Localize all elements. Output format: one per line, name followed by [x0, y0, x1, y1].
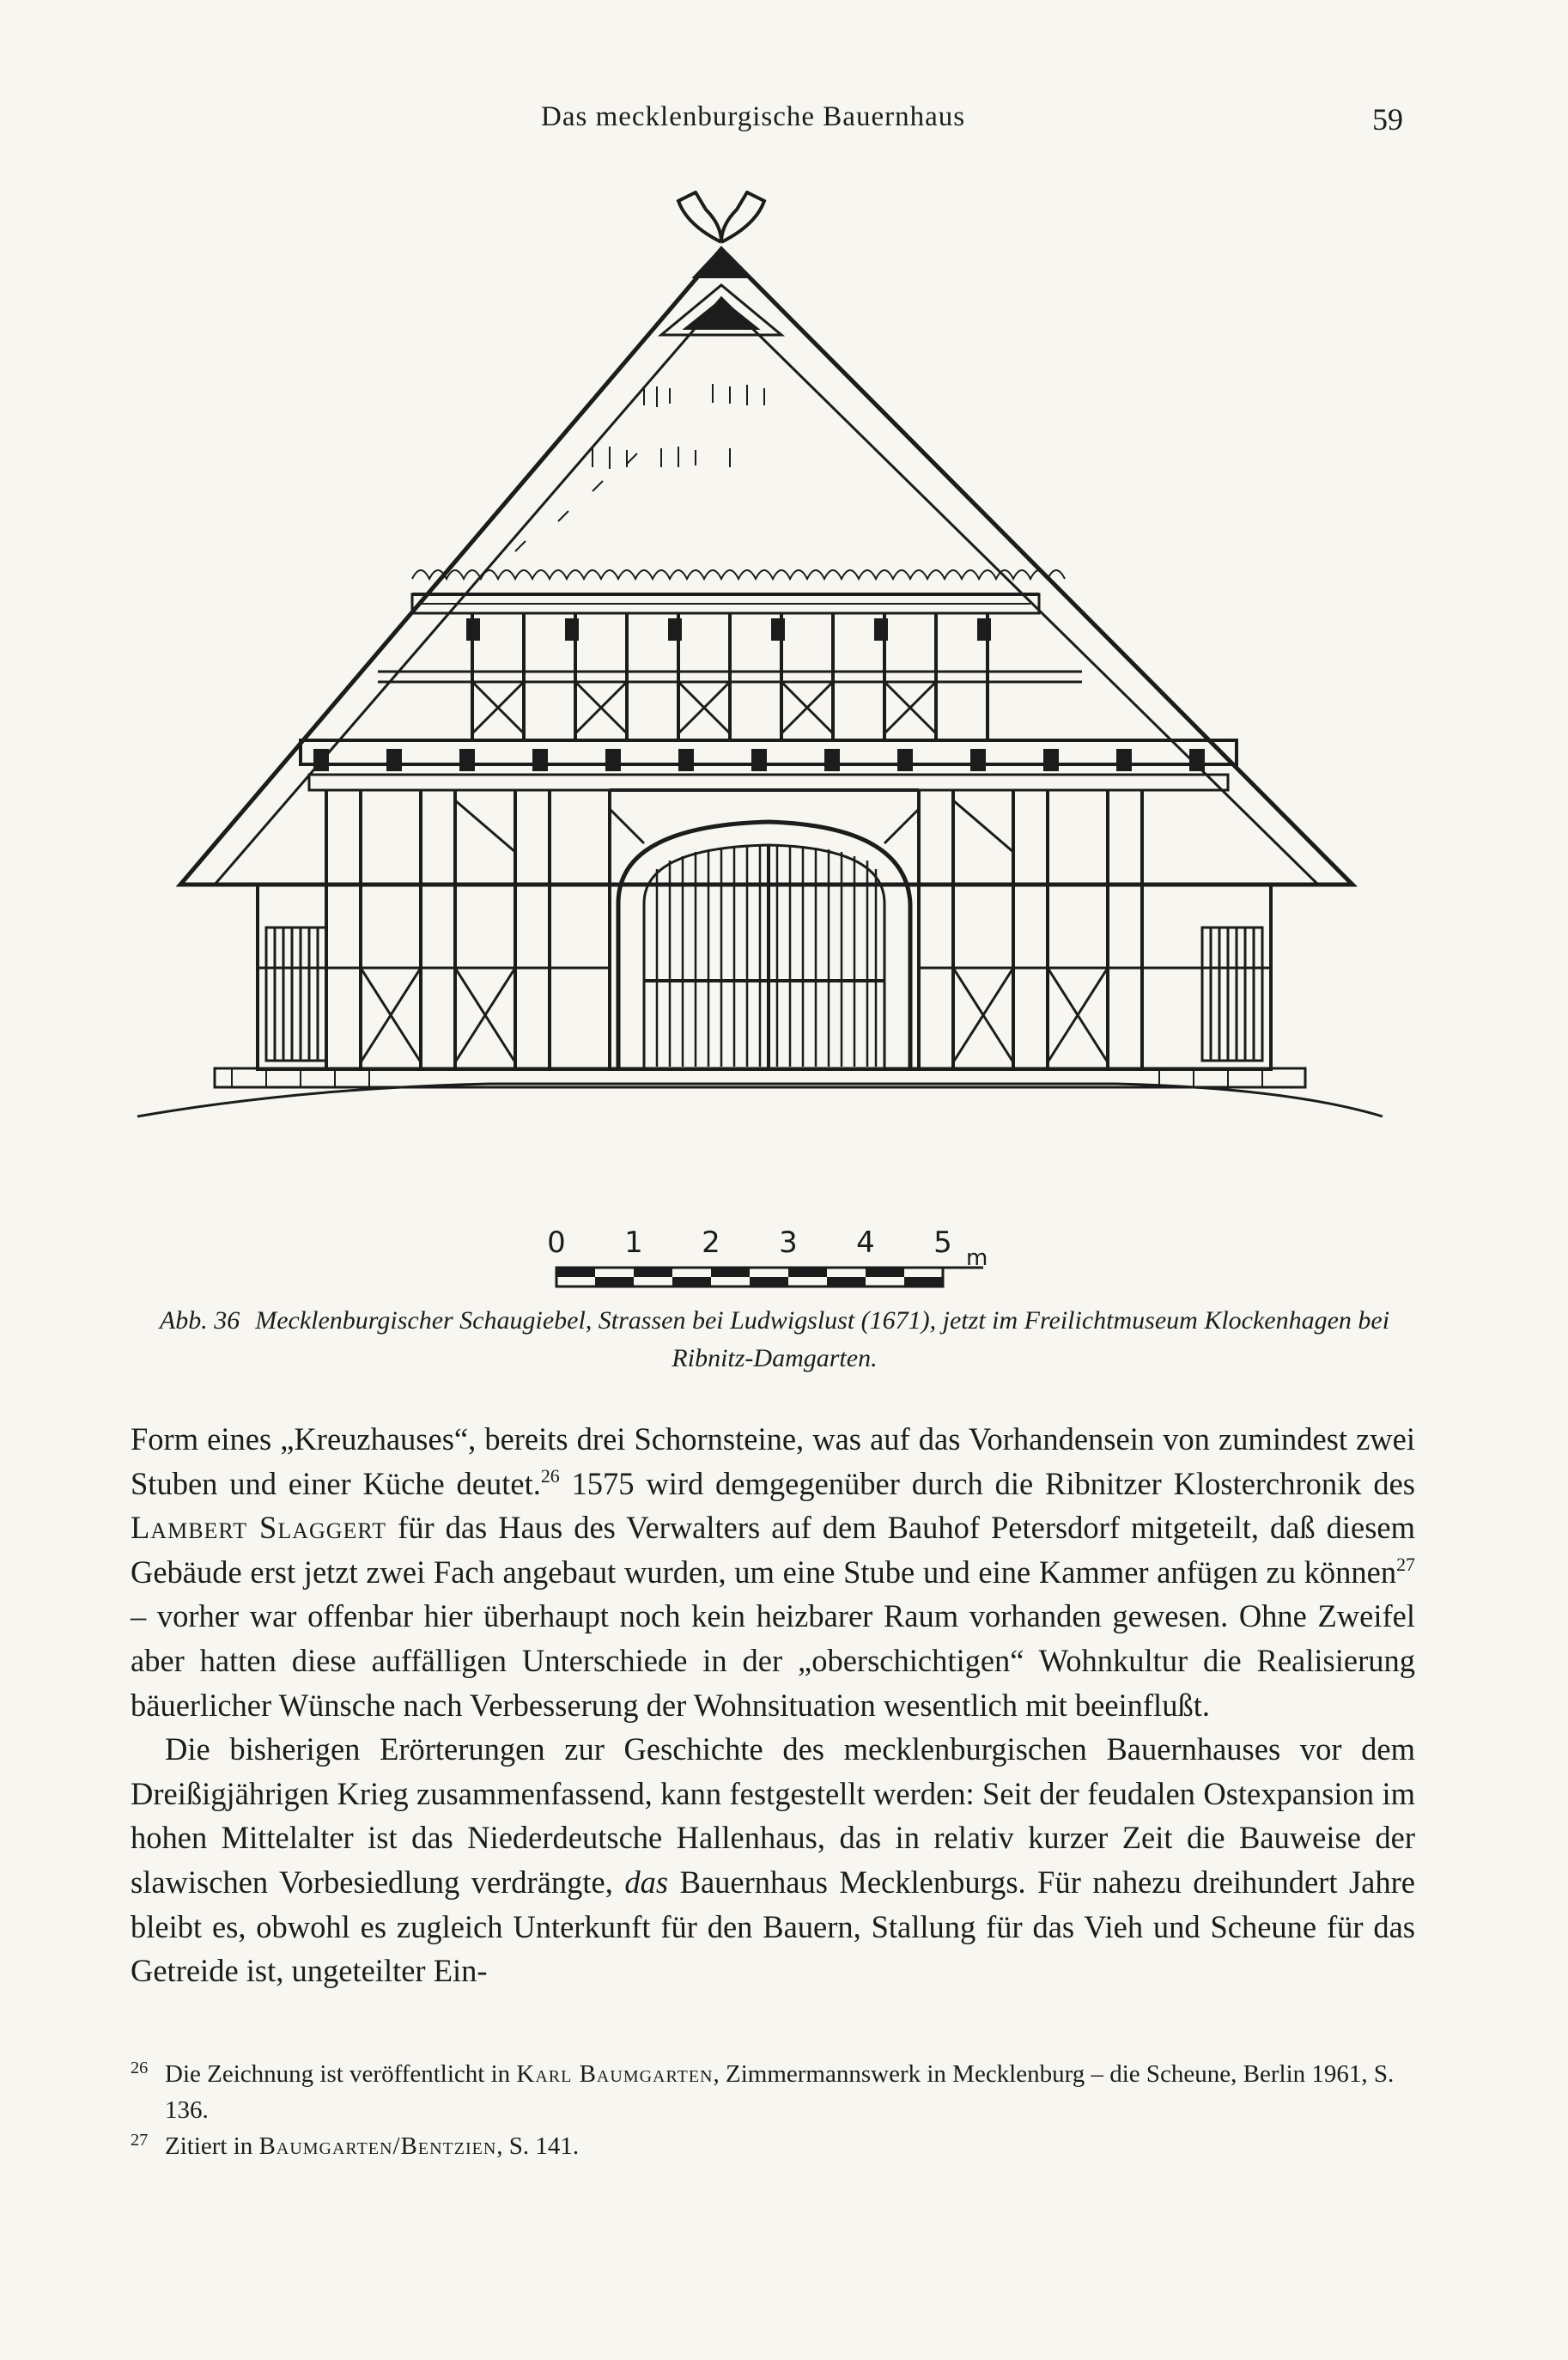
footnote-text: Die Zeichnung ist veröffentlicht in Karl Baumgarten, Zimmermannswerk in Mecklenburg – die Scheune, Berlin 1961, S. 136. — [165, 2060, 1395, 2124]
emphasis: das — [624, 1864, 669, 1900]
scale-label-0: 0 — [547, 1226, 566, 1260]
scale-bar — [515, 1218, 1030, 1299]
scale-unit: m — [966, 1245, 988, 1271]
footnotes — [131, 2056, 1419, 2164]
author-name: Baumgarten/Bentzien — [258, 2132, 497, 2160]
running-head: Das mecklenburgische Bauernhaus — [541, 101, 966, 132]
caption-text: Mecklenburgischer Schaugiebel, Strassen bei Ludwigslust (1671), jetzt im Freilichtmuseum Klockenhagen bei Ribnitz-Damgarten. — [255, 1306, 1390, 1372]
footnote-ref-27[interactable]: 27 — [1396, 1553, 1415, 1575]
person-name: Lambert Slaggert — [131, 1510, 387, 1546]
paragraph-1-text-d: – vorher war offenbar hier überhaupt noch kein heizbarer Raum vorhanden gewesen. Ohne Zweifel aber hatten diese auffälligen Unterschiede in der „oberschichtigen“ Wohnkultur die Realisierung bäuerlicher Wünsche nach Verbesserung der Wohnsituation wesentlich mit beeinflußt. — [131, 1598, 1415, 1723]
paragraph-1-text-b: 1575 wird demgegenüber durch die Ribnitzer Klosterchronik des — [559, 1465, 1416, 1501]
footnote-27 — [131, 2128, 1419, 2164]
scale-bar-icon — [515, 1218, 1030, 1299]
gable-drawing — [129, 191, 1417, 1135]
scale-label-3: 3 — [779, 1226, 798, 1260]
footnote-number: 26 — [131, 2059, 149, 2077]
scale-label-2: 2 — [702, 1226, 720, 1260]
footnote-ref-26[interactable]: 26 — [540, 1464, 560, 1487]
figure-label: Abb. 36 — [159, 1306, 240, 1335]
body-text — [131, 1417, 1415, 1993]
paragraph-2-text-b: Bauernhaus Mecklenburgs. Für nahezu dreihundert Jahre bleibt es, obwohl es zugleich Unterkunft für den Bauern, Stallung für das Vieh und Scheune für das Getreide ist, ungeteilter Ein- — [131, 1864, 1415, 1989]
scale-label-4: 4 — [856, 1226, 875, 1260]
scale-label-5: 5 — [933, 1226, 952, 1260]
footnote-number: 27 — [131, 2131, 149, 2150]
author-name: Karl Baumgarten — [516, 2060, 714, 2088]
paragraph-1 — [131, 1417, 1415, 1727]
scale-label-1: 1 — [624, 1226, 643, 1260]
footnote-26 — [131, 2056, 1419, 2128]
paragraph-1-text-a: Form eines „Kreuzhauses“, bereits drei Schornsteine, was auf das Vorhandensein von zumindest zwei Stuben und einer Küche deutet. — [131, 1421, 1415, 1501]
page-number: 59 — [1372, 102, 1403, 137]
half-timbered-gable-drawing-icon — [129, 191, 1417, 1135]
paragraph-2 — [131, 1727, 1415, 1993]
figure-caption — [131, 1302, 1419, 1378]
paragraph-1-text-c: für das Haus des Verwalters auf dem Bauhof Petersdorf mitgeteilt, daß diesem Gebäude erst jetzt zwei Fach angebaut wurden, um eine Stube und eine Kammer anfügen zu können — [131, 1510, 1415, 1590]
paragraph-2-text-a: Die bisherigen Erörterungen zur Geschichte des mecklenburgischen Bauernhauses vor dem Dreißigjährigen Krieg zusammenfassend, kann festgestellt werden: Seit der feudalen Ostexpansion im hohen Mittelalter ist das Niederdeutsche Hallenhaus, das in relativ kurzer Zeit die Bauweise der slawischen Vorbesiedlung verdrängte, — [131, 1731, 1415, 1900]
footnote-text: Zitiert in Baumgarten/Bentzien, S. 141. — [165, 2132, 580, 2160]
